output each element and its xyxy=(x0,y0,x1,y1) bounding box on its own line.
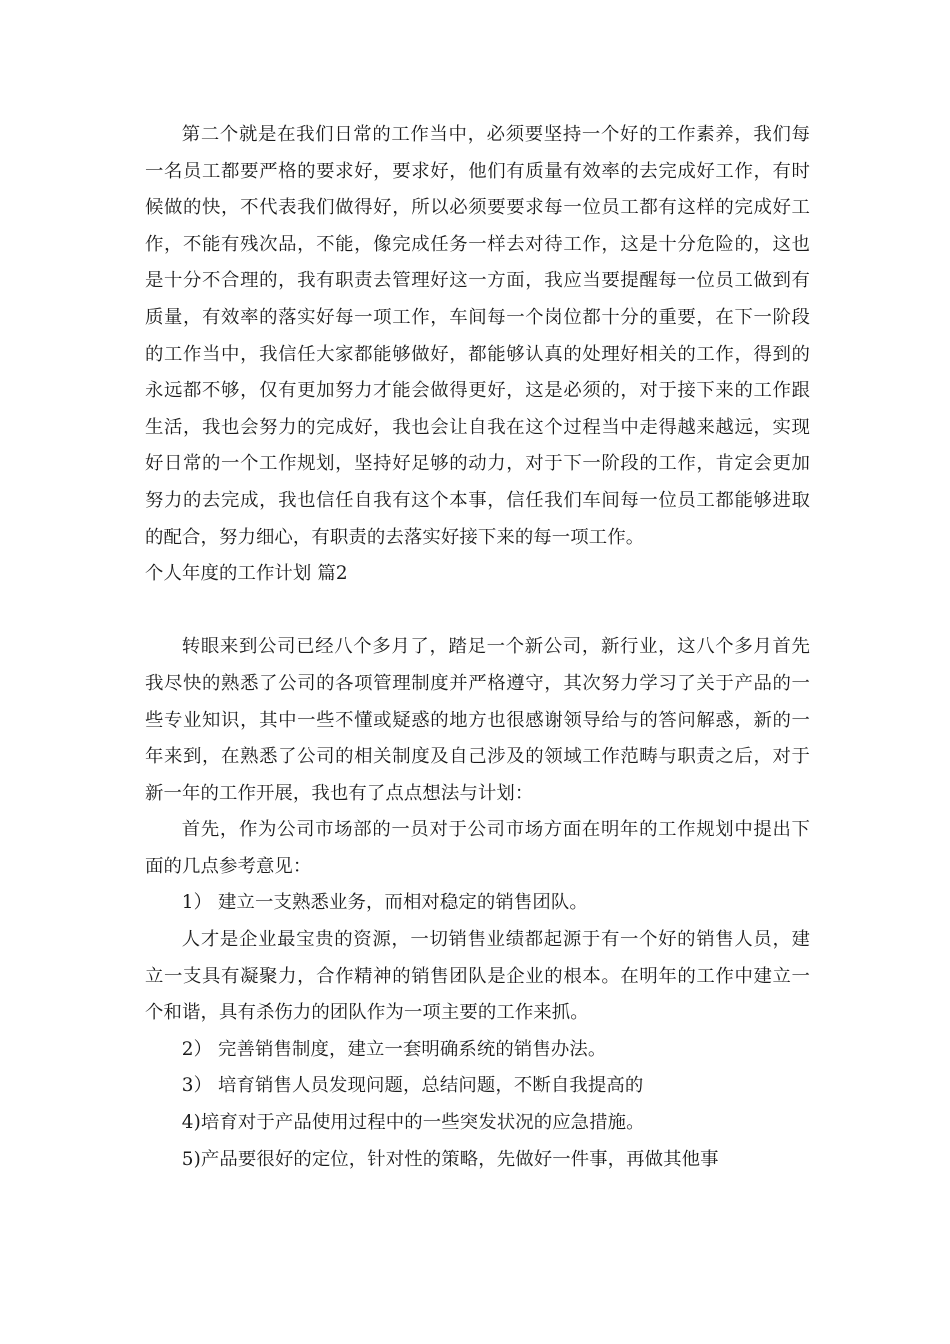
section2-intro: 转眼来到公司已经八个多月了，踏足一个新公司，新行业，这八个多月首先我尽快的熟悉了公司的各项管理制度并严格遵守，其次努力学习了关于产品的一些专业知识，其中一些不懂或疑惑的地方也很感谢领导给与的答问解惑，新的一年来到，在熟悉了公司的相关制度及自己涉及的领域工作范畴与职责之后，对于新一年的工作开展，我也有了点点想法与计划： xyxy=(145,636,810,804)
list-item-1-detail: 人才是企业最宝贵的资源，一切销售业绩都起源于有一个好的销售人员，建立一支具有凝聚力，合作精神的销售团队是企业的根本。在明年的工作中建立一个和谐，具有杀伤力的团队作为一项主要的工作来抓。 xyxy=(145,929,810,1024)
list-item-1: 1） 建立一支熟悉业务，而相对稳定的销售团队。 xyxy=(181,892,588,914)
spacer xyxy=(145,593,810,630)
list-item-5: 5)产品要很好的定位，针对性的策略，先做好一件事，再做其他事 xyxy=(181,1148,719,1170)
list-item-4: 4)培育对于产品使用过程中的一些突发状况的应急措施。 xyxy=(181,1112,645,1134)
section2-heading: 个人年度的工作计划 篇2 xyxy=(145,563,348,585)
list-item-2: 2） 完善销售制度，建立一套明确系统的销售办法。 xyxy=(181,1038,607,1060)
list-item-3: 3） 培育销售人员发现问题，总结问题，不断自我提高的 xyxy=(181,1075,644,1097)
document-body xyxy=(145,117,810,1178)
section1-paragraph: 第二个就是在我们日常的工作当中，必须要坚持一个好的工作素养，我们每一名员工都要严格的要求好，要求好，他们有质量有效率的去完成好工作，有时候做的快，不代表我们做得好，所以必须要要求每一位员工都有这样的完成好工作，不能有残次品，不能，像完成任务一样去对待工作，这是十分危险的，这也是十分不合理的，我有职责去管理好这一方面，我应当要提醒每一位员工做到有质量，有效率的落实好每一项工作，车间每一个岗位都十分的重要，在下一阶段的工作当中，我信任大家都能够做好，都能够认真的处理好相关的工作，得到的永远都不够，仅有更加努力才能会做得更好，这是必须的，对于接下来的工作跟生活，我也会努力的完成好，我也会让自我在这个过程当中走得越来越远，实现好日常的一个工作规划，坚持好足够的动力，对于下一阶段的工作，肯定会更加努力的去完成，我也信任自我有这个本事，信任我们车间每一位员工都能够进取的配合，努力细心，有职责的去落实好接下来的每一项工作。 xyxy=(145,124,810,548)
section2-first: 首先，作为公司市场部的一员对于公司市场方面在明年的工作规划中提出下面的几点参考意见： xyxy=(145,819,810,877)
